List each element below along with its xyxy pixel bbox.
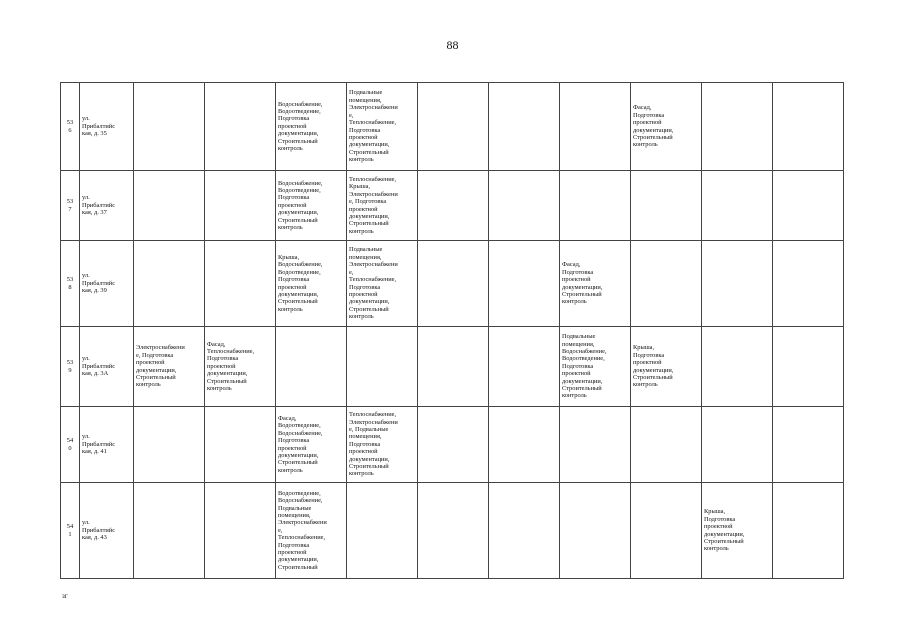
table-row bbox=[61, 407, 844, 483]
works-cell bbox=[773, 241, 844, 327]
row-number: 53 9 bbox=[61, 327, 80, 407]
works-cell: Крыша, Водоснабжение, Водоотведение, Подготовка проектной документации, Строительный контроль bbox=[276, 241, 347, 327]
address-cell: ул. Прибалтийс кая, д. 43 bbox=[80, 483, 134, 579]
works-cell bbox=[773, 483, 844, 579]
works-cell bbox=[560, 407, 631, 483]
works-cell: Водоотведение, Водоснабжение, Подвальные помещения, Электроснабжени е, Теплоснабжение, Подготовка проектной документации, Строительный bbox=[276, 483, 347, 579]
works-cell bbox=[276, 327, 347, 407]
page-number: 88 bbox=[446, 38, 459, 52]
works-cell bbox=[773, 407, 844, 483]
table-row bbox=[61, 327, 844, 407]
table-row bbox=[61, 483, 844, 579]
table-row bbox=[61, 83, 844, 171]
table-row bbox=[61, 171, 844, 241]
works-cell bbox=[134, 83, 205, 171]
row-number: 53 7 bbox=[61, 171, 80, 241]
works-cell bbox=[773, 171, 844, 241]
table-row bbox=[61, 241, 844, 327]
address-cell: ул. Прибалтийс кая, д. 39 bbox=[80, 241, 134, 327]
works-cell bbox=[489, 83, 560, 171]
works-cell bbox=[134, 483, 205, 579]
works-cell bbox=[560, 171, 631, 241]
works-cell bbox=[489, 171, 560, 241]
works-cell bbox=[702, 241, 773, 327]
work-schedule-table bbox=[60, 82, 844, 579]
works-cell bbox=[560, 483, 631, 579]
works-cell: Фасад, Водоотведение, Водоснабжение, Подготовка проектной документации, Строительный контроль bbox=[276, 407, 347, 483]
works-cell: Теплоснабжение, Электроснабжени е, Подвальные помещения, Подготовка проектной документации, Строительный контроль bbox=[347, 407, 418, 483]
works-cell bbox=[418, 83, 489, 171]
works-cell bbox=[631, 483, 702, 579]
works-cell bbox=[418, 483, 489, 579]
works-cell bbox=[205, 407, 276, 483]
address-cell: ул. Прибалтийс кая, д. 41 bbox=[80, 407, 134, 483]
row-number: 54 0 bbox=[61, 407, 80, 483]
works-cell bbox=[205, 171, 276, 241]
works-cell: Подвальные помещения, Электроснабжени е, Теплоснабжение, Подготовка проектной документации, Строительный контроль bbox=[347, 241, 418, 327]
works-cell bbox=[205, 83, 276, 171]
works-cell bbox=[418, 171, 489, 241]
works-cell bbox=[134, 171, 205, 241]
row-number: 53 6 bbox=[61, 83, 80, 171]
works-cell bbox=[134, 407, 205, 483]
row-number: 54 1 bbox=[61, 483, 80, 579]
works-cell bbox=[702, 407, 773, 483]
works-cell bbox=[631, 241, 702, 327]
works-cell bbox=[773, 83, 844, 171]
works-cell bbox=[560, 83, 631, 171]
works-cell bbox=[631, 171, 702, 241]
works-cell: Крыша, Подготовка проектной документации, Строительный контроль bbox=[702, 483, 773, 579]
address-cell: ул. Прибалтийс кая, д. 35 bbox=[80, 83, 134, 171]
works-cell bbox=[702, 171, 773, 241]
works-cell: Теплоснабжение, Крыша, Электроснабжени е, Подготовка проектной документации, Строительный контроль bbox=[347, 171, 418, 241]
row-number: 53 8 bbox=[61, 241, 80, 327]
works-cell bbox=[631, 407, 702, 483]
works-cell bbox=[347, 483, 418, 579]
works-cell bbox=[489, 483, 560, 579]
works-cell: Водоснабжение, Водоотведение, Подготовка проектной документации, Строительный контроль bbox=[276, 171, 347, 241]
address-cell: ул. Прибалтийс кая, д. 3А bbox=[80, 327, 134, 407]
works-cell bbox=[347, 327, 418, 407]
works-cell bbox=[134, 241, 205, 327]
works-cell bbox=[489, 241, 560, 327]
works-cell bbox=[205, 241, 276, 327]
works-cell: Фасад, Теплоснабжение, Подготовка проектной документации, Строительный контроль bbox=[205, 327, 276, 407]
works-cell: Электроснабжени е, Подготовка проектной документации, Строительный контроль bbox=[134, 327, 205, 407]
address-cell: ул. Прибалтийс кая, д. 37 bbox=[80, 171, 134, 241]
works-cell: Фасад, Подготовка проектной документации, Строительный контроль bbox=[631, 83, 702, 171]
works-cell: Подвальные помещения, Водоснабжение, Водоотведение, Подготовка проектной документации, Строительный контроль bbox=[560, 327, 631, 407]
works-cell bbox=[773, 327, 844, 407]
works-cell: Крыша, Подготовка проектной документации, Строительный контроль bbox=[631, 327, 702, 407]
works-cell bbox=[418, 241, 489, 327]
works-cell bbox=[418, 327, 489, 407]
works-cell bbox=[702, 83, 773, 171]
works-cell bbox=[205, 483, 276, 579]
footer-mark: зг bbox=[62, 592, 68, 600]
works-cell bbox=[418, 407, 489, 483]
works-cell: Подвальные помещения, Электроснабжени е, Теплоснабжение, Подготовка проектной документации, Строительный контроль bbox=[347, 83, 418, 171]
works-cell bbox=[489, 407, 560, 483]
works-cell bbox=[489, 327, 560, 407]
works-cell: Фасад, Подготовка проектной документации, Строительный контроль bbox=[560, 241, 631, 327]
works-cell: Водоснабжение, Водоотведение, Подготовка проектной документации, Строительный контроль bbox=[276, 83, 347, 171]
works-cell bbox=[702, 327, 773, 407]
